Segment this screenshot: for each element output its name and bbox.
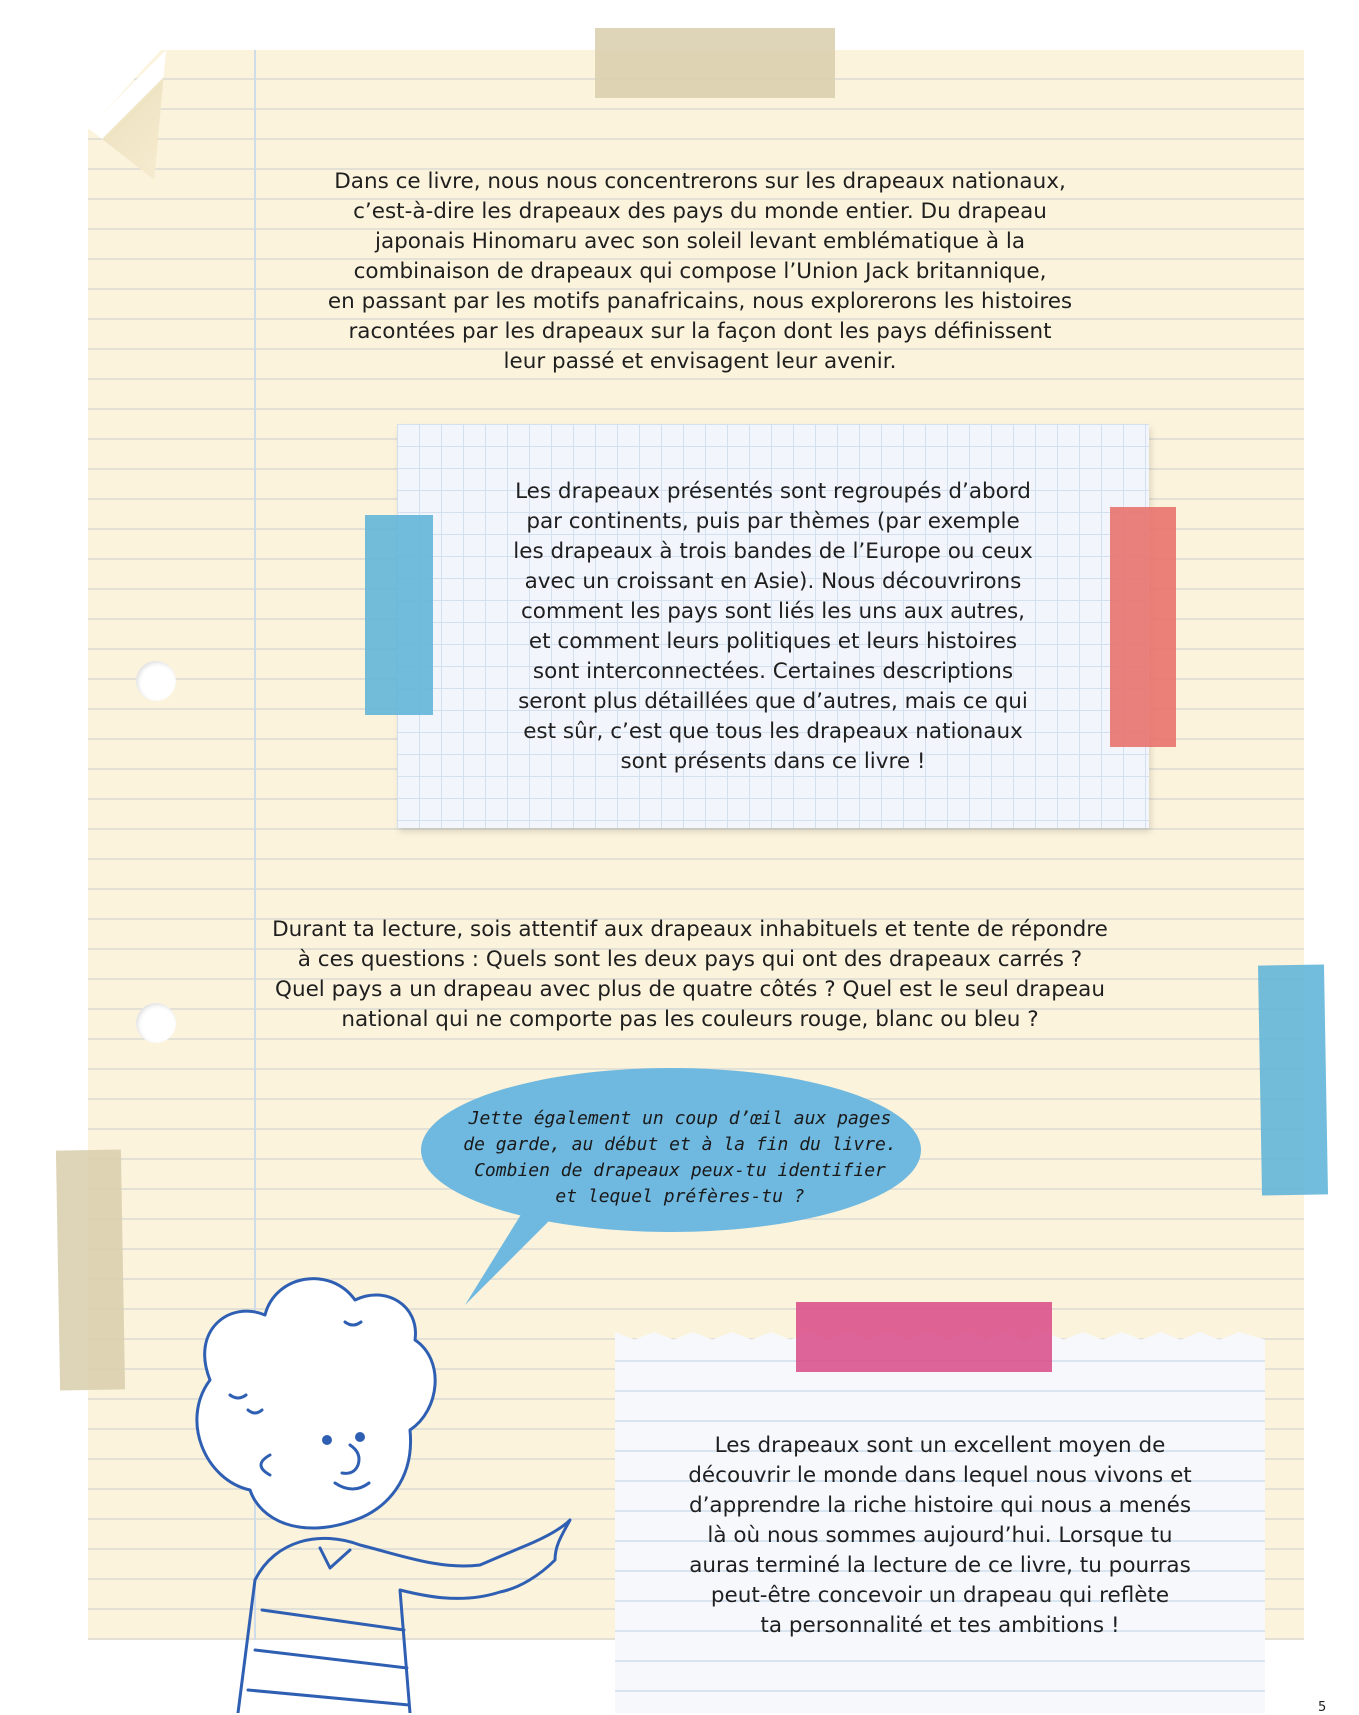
tape-pink <box>796 1302 1052 1372</box>
torn-note-text: Les drapeaux sont un excellent moyen de découvrir le monde dans lequel nous vivons et d’apprendre la riche histoire qui nous a menés là où nous sommes aujourd’hui. Lorsque tu auras terminé la lecture de ce livre, tu pourras peut-être concevoir un drapeau qui reflète ta personnalité et tes ambitions ! <box>688 1433 1192 1638</box>
grid-note-text: Les drapeaux présentés sont regroupés d’abord par continents, puis par thèmes (par exemple les drapeaux à trois bandes de l’Europe ou ceux avec un croissant en Asie). Nous découvrirons comment les pays sont liés les uns aux autres, et comment leurs politiques et leurs histoires sont interconnectées. Certaines descriptions seront plus détaillées que d’autres, mais ce qui est sûr, c’est que tous les drapeaux nationaux sont présents dans ce livre ! <box>513 479 1033 774</box>
questions-paragraph: Durant ta lecture, sois attentif aux drapeaux inhabituels et tente de répondre à ces questions : Quels sont les deux pays qui ont des drapeaux carrés ? Quel pays a un drapeau avec plus de quatre côtés ? Quel est le seul drapeau national qui ne comporte pas les couleurs rouge, blanc ou bleu ? <box>272 917 1108 1032</box>
intro-paragraph: Dans ce livre, nous nous concentrerons sur les drapeaux nationaux, c’est-à-dire les drapeaux des pays du monde entier. Du drapeau japonais Hinomaru avec son soleil levant emblématique à la combinaison de drapeaux qui compose l’Union Jack britannique, en passant par les motifs panafricains, nous explorerons les histoires racontées par les drapeaux sur la façon dont les pays définissent leur passé et envisagent leur avenir. <box>327 169 1073 374</box>
page-number: 5 <box>1318 1700 1327 1715</box>
speech-bubble-text: Jette également un coup d’œil aux pages de garde, au début et à la fin du livre. Combien de drapeaux peux-tu identifier et lequel préfères-tu ? <box>463 1108 897 1207</box>
